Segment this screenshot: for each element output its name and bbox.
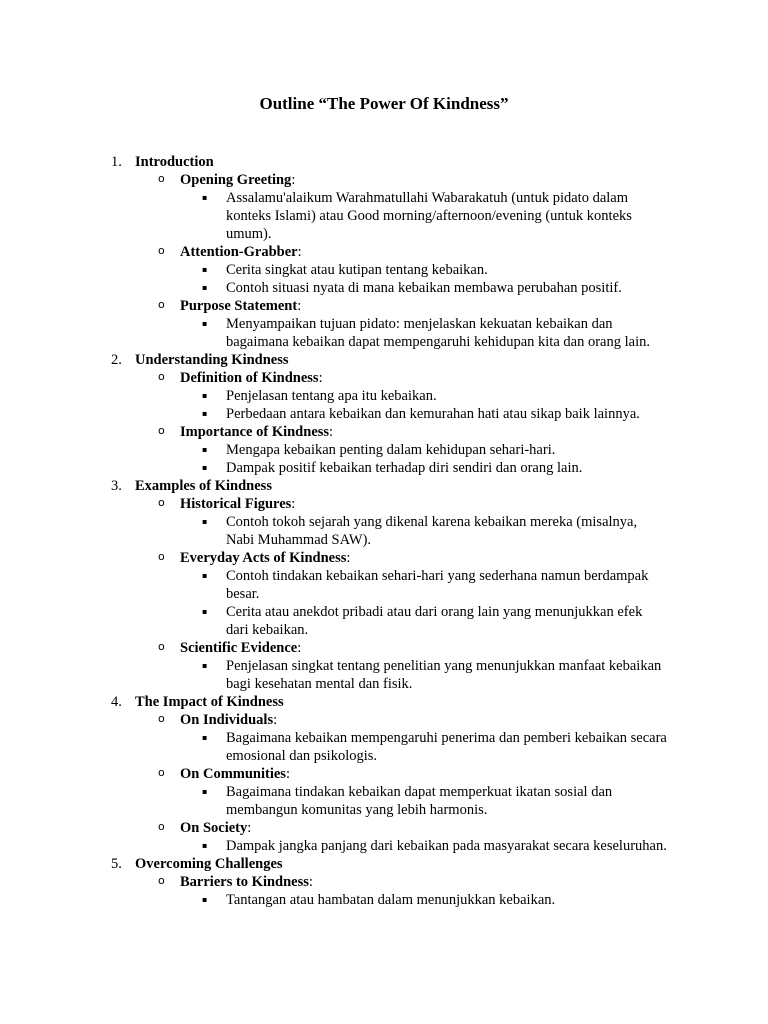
outline-item [0, 459, 768, 477]
item-text: Menyampaikan tujuan pidato: menjelaskan kekuatan kebaikan dan bagaimana kebaikan dapat mempengaruhi kehidupan kita dan orang lain. [226, 316, 650, 350]
item-text: Cerita singkat atau kutipan tentang kebaikan. [226, 262, 488, 278]
item-text: Mengapa kebaikan penting dalam kehidupan sehari-hari. [226, 442, 556, 458]
item-text: Bagaimana tindakan kebaikan dapat memperkuat ikatan sosial dan membangun komunitas yang lebih harmonis. [226, 784, 613, 818]
outline-item [0, 783, 768, 819]
subsection-title: On Communities [180, 766, 286, 782]
subsection-colon: : [247, 820, 252, 836]
section-number: 1. [111, 154, 122, 170]
outline-subsection [0, 765, 768, 783]
subsection-colon: : [329, 424, 334, 440]
item-text: Penjelasan tentang apa itu kebaikan. [226, 388, 437, 404]
outline-item [0, 657, 768, 693]
circle-bullet-icon: o [158, 766, 165, 779]
subsection-colon: : [285, 766, 290, 782]
outline-subsection [0, 369, 768, 387]
subsection-title: Historical Figures [180, 496, 292, 512]
section-title: Introduction [135, 154, 214, 170]
circle-bullet-icon: o [158, 424, 165, 437]
item-text: Penjelasan singkat tentang penelitian yang menunjukkan manfaat kebaikan bagi kesehatan mental dan fisik. [226, 658, 662, 692]
square-bullet-icon: ▪ [202, 841, 208, 850]
item-text: Contoh tindakan kebaikan sehari-hari yang sederhana namun berdampak besar. [226, 568, 649, 602]
outline-subsection [0, 873, 768, 891]
subsection-title: Scientific Evidence [180, 640, 298, 656]
square-bullet-icon: ▪ [202, 661, 208, 670]
outline-item [0, 387, 768, 405]
item-text: Dampak jangka panjang dari kebaikan pada masyarakat secara keseluruhan. [226, 838, 667, 854]
outline-item [0, 189, 768, 243]
square-bullet-icon: ▪ [202, 193, 208, 202]
outline-item [0, 315, 768, 351]
outline-item [0, 279, 768, 297]
outline-subsection [0, 495, 768, 513]
item-text: Cerita atau anekdot pribadi atau dari orang lain yang menunjukkan efek dari kebaikan. [226, 604, 643, 638]
outline-item [0, 441, 768, 459]
subsection-title: On Society [180, 820, 248, 836]
section-title: Understanding Kindness [135, 352, 289, 368]
circle-bullet-icon: o [158, 820, 165, 833]
subsection-colon: : [308, 874, 313, 890]
outline-item [0, 405, 768, 423]
circle-bullet-icon: o [158, 712, 165, 725]
subsection-colon: : [273, 712, 278, 728]
outline-subsection [0, 549, 768, 567]
item-text: Bagaimana kebaikan mempengaruhi penerima dan pemberi kebaikan secara emosional dan psikologis. [226, 730, 667, 764]
section-title: The Impact of Kindness [135, 694, 284, 710]
subsection-colon: : [346, 550, 351, 566]
square-bullet-icon: ▪ [202, 517, 208, 526]
circle-bullet-icon: o [158, 298, 165, 311]
subsection-colon: : [297, 244, 302, 260]
square-bullet-icon: ▪ [202, 409, 208, 418]
outline-item [0, 891, 768, 909]
outline-item [0, 513, 768, 549]
outline-subsection [0, 423, 768, 441]
outline-item [0, 567, 768, 603]
square-bullet-icon: ▪ [202, 319, 208, 328]
outline-list [0, 153, 768, 909]
section-title: Examples of Kindness [135, 478, 272, 494]
item-text: Dampak positif kebaikan terhadap diri sendiri dan orang lain. [226, 460, 583, 476]
circle-bullet-icon: o [158, 172, 165, 185]
square-bullet-icon: ▪ [202, 265, 208, 274]
outline-subsection [0, 243, 768, 261]
item-text: Contoh situasi nyata di mana kebaikan membawa perubahan positif. [226, 280, 622, 296]
section-number: 3. [111, 478, 122, 494]
square-bullet-icon: ▪ [202, 733, 208, 742]
subsection-colon: : [297, 640, 302, 656]
outline-section [0, 351, 768, 369]
outline-section [0, 693, 768, 711]
outline-section [0, 477, 768, 495]
page-title: Outline “The Power Of Kindness” [259, 94, 509, 113]
square-bullet-icon: ▪ [202, 787, 208, 796]
outline-item [0, 603, 768, 639]
outline-subsection [0, 819, 768, 837]
outline-section [0, 153, 768, 171]
section-number: 2. [111, 352, 122, 368]
section-title: Overcoming Challenges [135, 856, 283, 872]
subsection-title: Everyday Acts of Kindness [180, 550, 347, 566]
outline-item [0, 837, 768, 855]
item-text: Contoh tokoh sejarah yang dikenal karena kebaikan mereka (misalnya, Nabi Muhammad SAW). [226, 514, 638, 548]
item-text: Assalamu'alaikum Warahmatullahi Wabarakatuh (untuk pidato dalam konteks Islami) atau Good morning/afternoon/evening (untuk konteks umum). [226, 190, 632, 242]
subsection-title: Barriers to Kindness [180, 874, 309, 890]
section-number: 5. [111, 856, 122, 872]
circle-bullet-icon: o [158, 370, 165, 383]
subsection-title: Definition of Kindness [180, 370, 319, 386]
outline-section [0, 855, 768, 873]
subsection-title: Purpose Statement [180, 298, 298, 314]
subsection-colon: : [291, 172, 296, 188]
square-bullet-icon: ▪ [202, 391, 208, 400]
circle-bullet-icon: o [158, 874, 165, 887]
circle-bullet-icon: o [158, 550, 165, 563]
subsection-colon: : [318, 370, 323, 386]
outline-subsection [0, 171, 768, 189]
square-bullet-icon: ▪ [202, 283, 208, 292]
circle-bullet-icon: o [158, 244, 165, 257]
outline-item [0, 729, 768, 765]
square-bullet-icon: ▪ [202, 895, 208, 904]
square-bullet-icon: ▪ [202, 607, 208, 616]
outline-item [0, 261, 768, 279]
square-bullet-icon: ▪ [202, 445, 208, 454]
circle-bullet-icon: o [158, 496, 165, 509]
circle-bullet-icon: o [158, 640, 165, 653]
item-text: Tantangan atau hambatan dalam menunjukkan kebaikan. [226, 892, 556, 908]
square-bullet-icon: ▪ [202, 571, 208, 580]
square-bullet-icon: ▪ [202, 463, 208, 472]
outline-subsection [0, 711, 768, 729]
subsection-title: On Individuals [180, 712, 274, 728]
subsection-title: Attention-Grabber [180, 244, 298, 260]
item-text: Perbedaan antara kebaikan dan kemurahan hati atau sikap baik lainnya. [226, 406, 640, 422]
subsection-colon: : [291, 496, 296, 512]
outline-subsection [0, 297, 768, 315]
subsection-title: Opening Greeting [180, 172, 292, 188]
subsection-colon: : [297, 298, 302, 314]
section-number: 4. [111, 694, 122, 710]
outline-subsection [0, 639, 768, 657]
subsection-title: Importance of Kindness [180, 424, 330, 440]
